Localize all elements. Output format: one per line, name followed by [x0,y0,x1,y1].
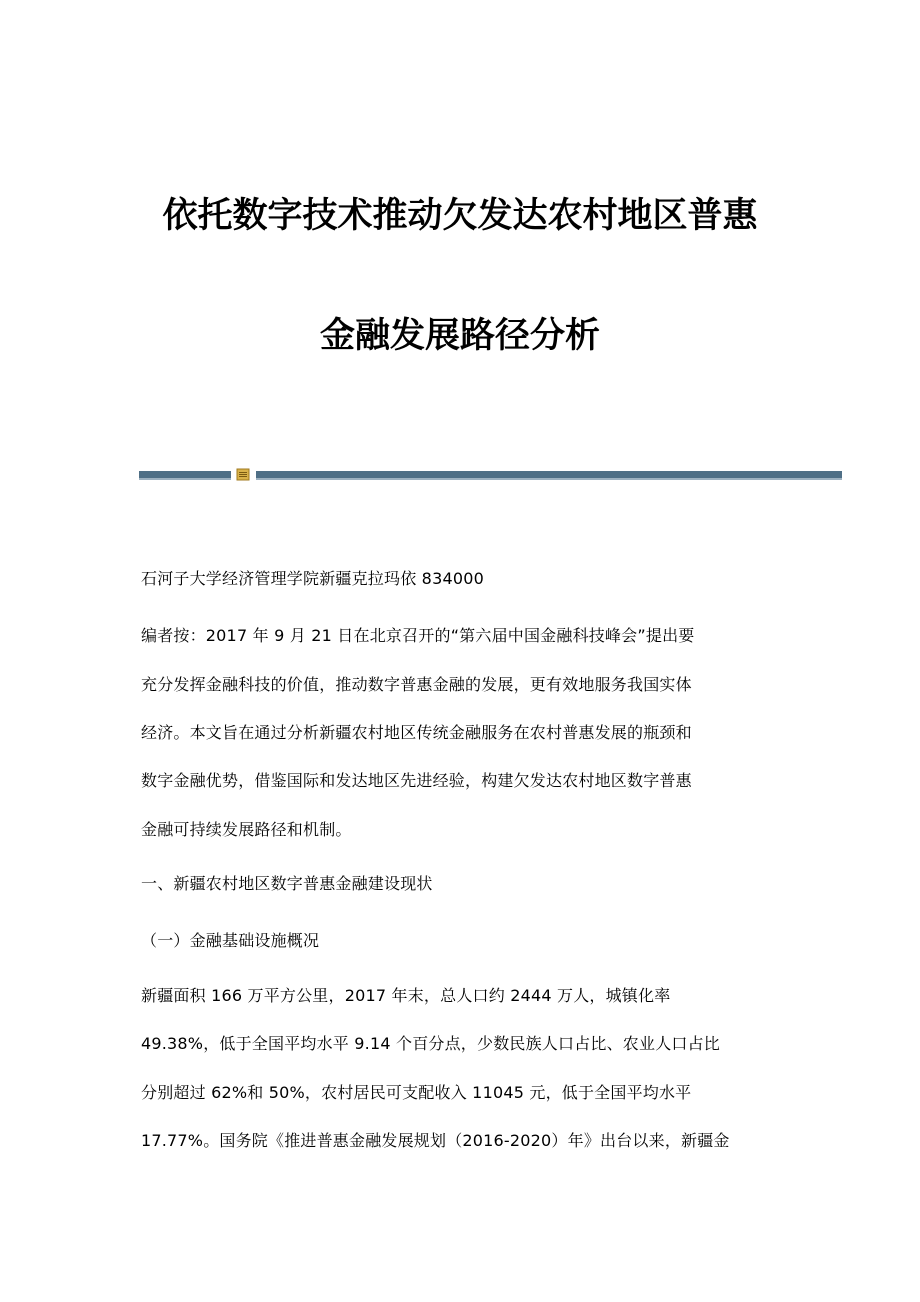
body-paragraph-line: 49.38%，低于全国平均水平 9.14 个百分点，少数民族人口占比、农业人口占比 [141,1034,721,1053]
editor-note-line: 金融可持续发展路径和机制。 [141,820,352,839]
editor-note-line: 数字金融优势，借鉴国际和发达地区先进经验，构建欠发达农村地区数字普惠 [141,771,692,790]
editor-note-line: 充分发挥金融科技的价值，推动数字普惠金融的发展，更有效地服务我国实体 [141,675,692,694]
divider-ornament-icon [236,468,250,481]
body-paragraph-line: 分别超过 62%和 50%，农村居民可支配收入 11045 元，低于全国平均水平 [141,1083,692,1102]
title-divider [139,471,842,480]
title-line-2: 金融发展路径分析 [319,315,600,356]
editor-note-line: 经济。本文旨在通过分析新疆农村地区传统金融服务在农村普惠发展的瓶颈和 [141,723,692,742]
divider-right-bar [256,471,842,480]
body-paragraph-line: 新疆面积 166 万平方公里，2017 年末，总人口约 2444 万人，城镇化率 [141,986,671,1005]
title-line-1: 依托数字技术推动欠发达农村地区普惠 [162,195,758,236]
divider-left-bar [139,471,231,480]
author-affiliation: 石河子大学经济管理学院新疆克拉玛依 834000 [141,569,484,588]
body-paragraph-line: 17.77%。国务院《推进普惠金融发展规划（2016-2020）年》出台以来，新疆金 [141,1131,730,1150]
section-heading: 一、新疆农村地区数字普惠金融建设现状 [141,874,433,893]
editor-note-line: 编者按：2017 年 9 月 21 日在北京召开的“第六届中国金融科技峰会”提出要 [141,626,695,645]
subsection-heading: （一）金融基础设施概况 [141,931,320,950]
